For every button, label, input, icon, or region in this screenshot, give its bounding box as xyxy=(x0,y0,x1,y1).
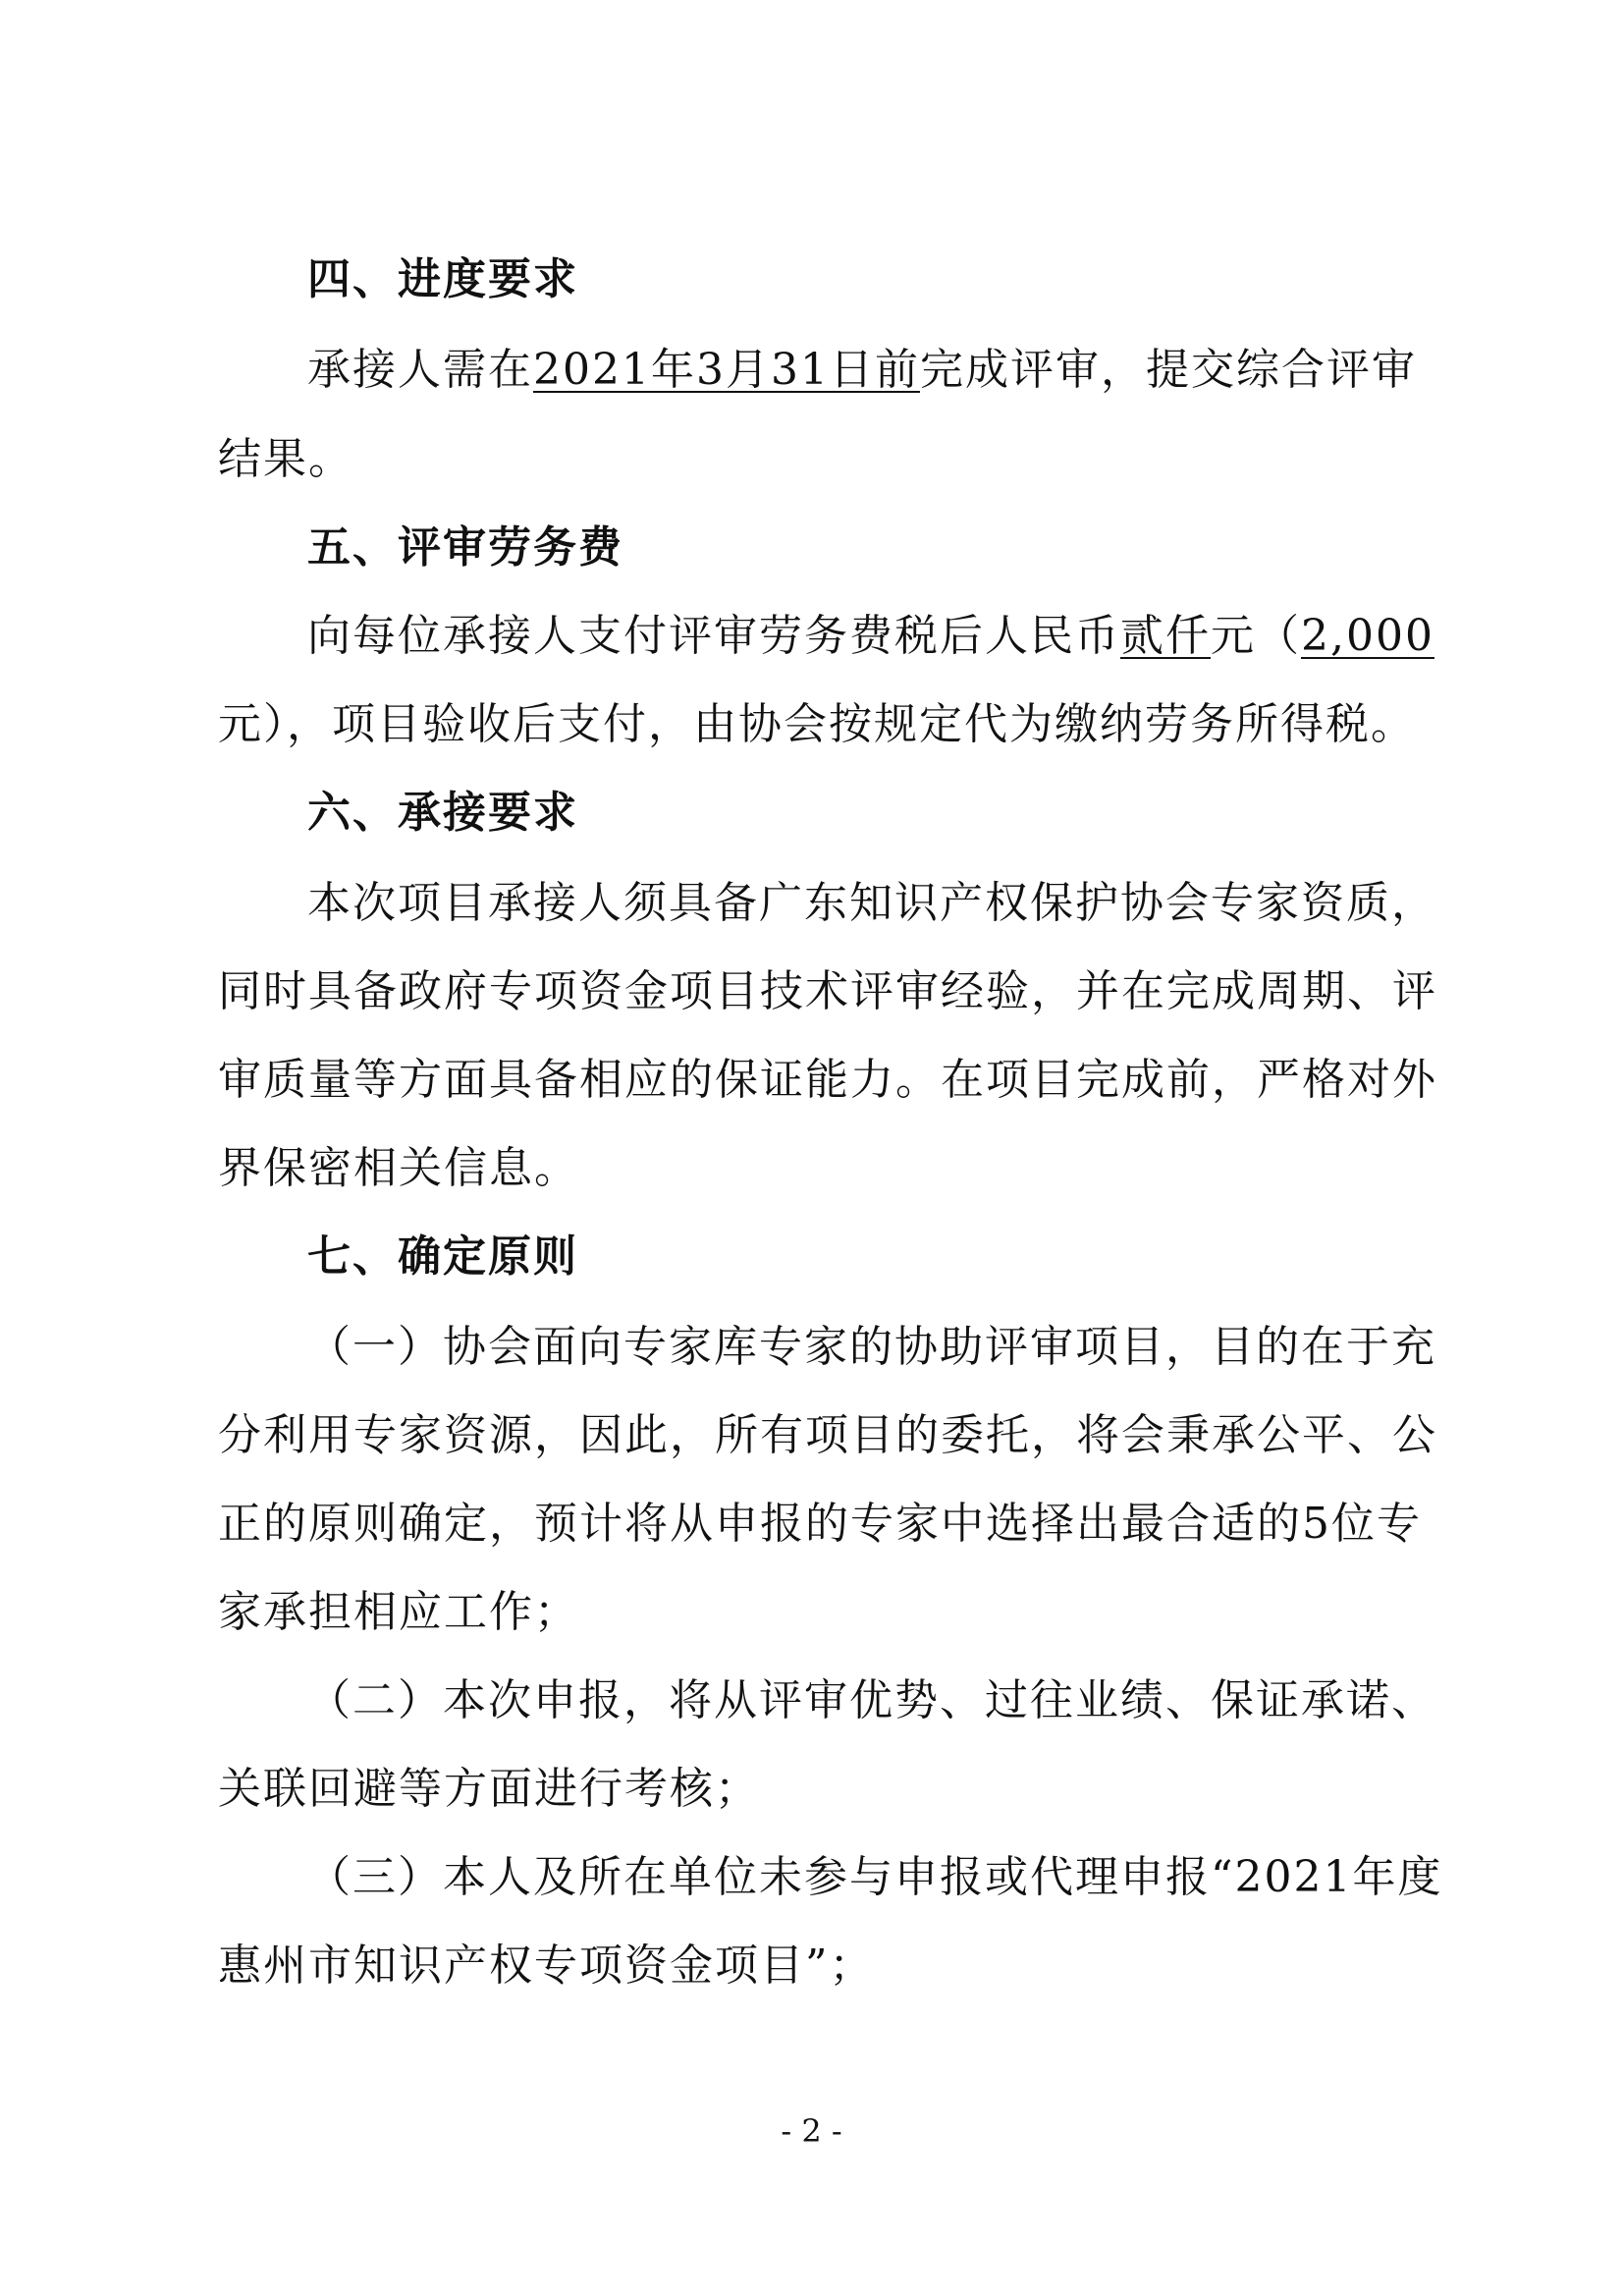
section-heading-progress: 四、进度要求 xyxy=(307,254,578,304)
progress-paragraph-line xyxy=(0,341,1623,400)
fee-paragraph-line: 元），项目验收后支付，由协会按规定代为缴纳劳务所得税。 xyxy=(218,699,1416,749)
principle-item-1-line: 正的原则确定，预计将从申报的专家中选择出最合适的5位专 xyxy=(218,1499,1422,1549)
section-heading-fee: 五、评审劳务费 xyxy=(307,522,623,573)
page-number: - 2 - xyxy=(781,2112,842,2150)
fee-text-pre: 向每位承接人支付评审劳务费税后人民币 xyxy=(307,611,1120,661)
fee-text-mid: 元（ xyxy=(1211,611,1301,661)
fee-amount-words: 贰仟 xyxy=(1120,611,1211,661)
requirements-paragraph-line: 同时具备政府专项资金项目技术评审经验，并在完成周期、评 xyxy=(218,966,1437,1016)
requirements-paragraph-line: 审质量等方面具备相应的保证能力。在项目完成前，严格对外 xyxy=(218,1055,1437,1105)
progress-paragraph-line: 结果。 xyxy=(218,434,353,484)
progress-text-pre: 承接人需在 xyxy=(307,345,533,395)
section-heading-requirements: 六、承接要求 xyxy=(307,788,578,838)
principle-item-1-line: 家承担相应工作； xyxy=(218,1587,579,1637)
principle-item-2-line: （二）本次申报，将从评审优势、过往业绩、保证承诺、 xyxy=(307,1675,1436,1725)
principle-item-1-line: （一）协会面向专家库专家的协助评审项目，目的在于充 xyxy=(307,1322,1436,1372)
deadline-date: 2021年3月31日前 xyxy=(533,345,920,395)
principle-item-2-line: 关联回避等方面进行考核； xyxy=(218,1764,760,1814)
fee-amount-number: 2,000 xyxy=(1301,611,1434,661)
fee-paragraph-line xyxy=(0,607,1623,666)
requirements-paragraph-line: 本次项目承接人须具备广东知识产权保护协会专家资质， xyxy=(307,878,1436,928)
principle-item-3-line: （三）本人及所在单位未参与申报或代理申报“2021年度 xyxy=(307,1852,1443,1902)
principle-item-3-line: 惠州市知识产权专项资金项目”； xyxy=(218,1941,875,1991)
principle-item-1-line: 分利用专家资源，因此，所有项目的委托，将会秉承公平、公 xyxy=(218,1410,1437,1460)
progress-text-post: 完成评审，提交综合评审 xyxy=(919,345,1417,395)
requirements-paragraph-line: 界保密相关信息。 xyxy=(218,1143,579,1193)
section-heading-principles: 七、确定原则 xyxy=(307,1231,578,1282)
